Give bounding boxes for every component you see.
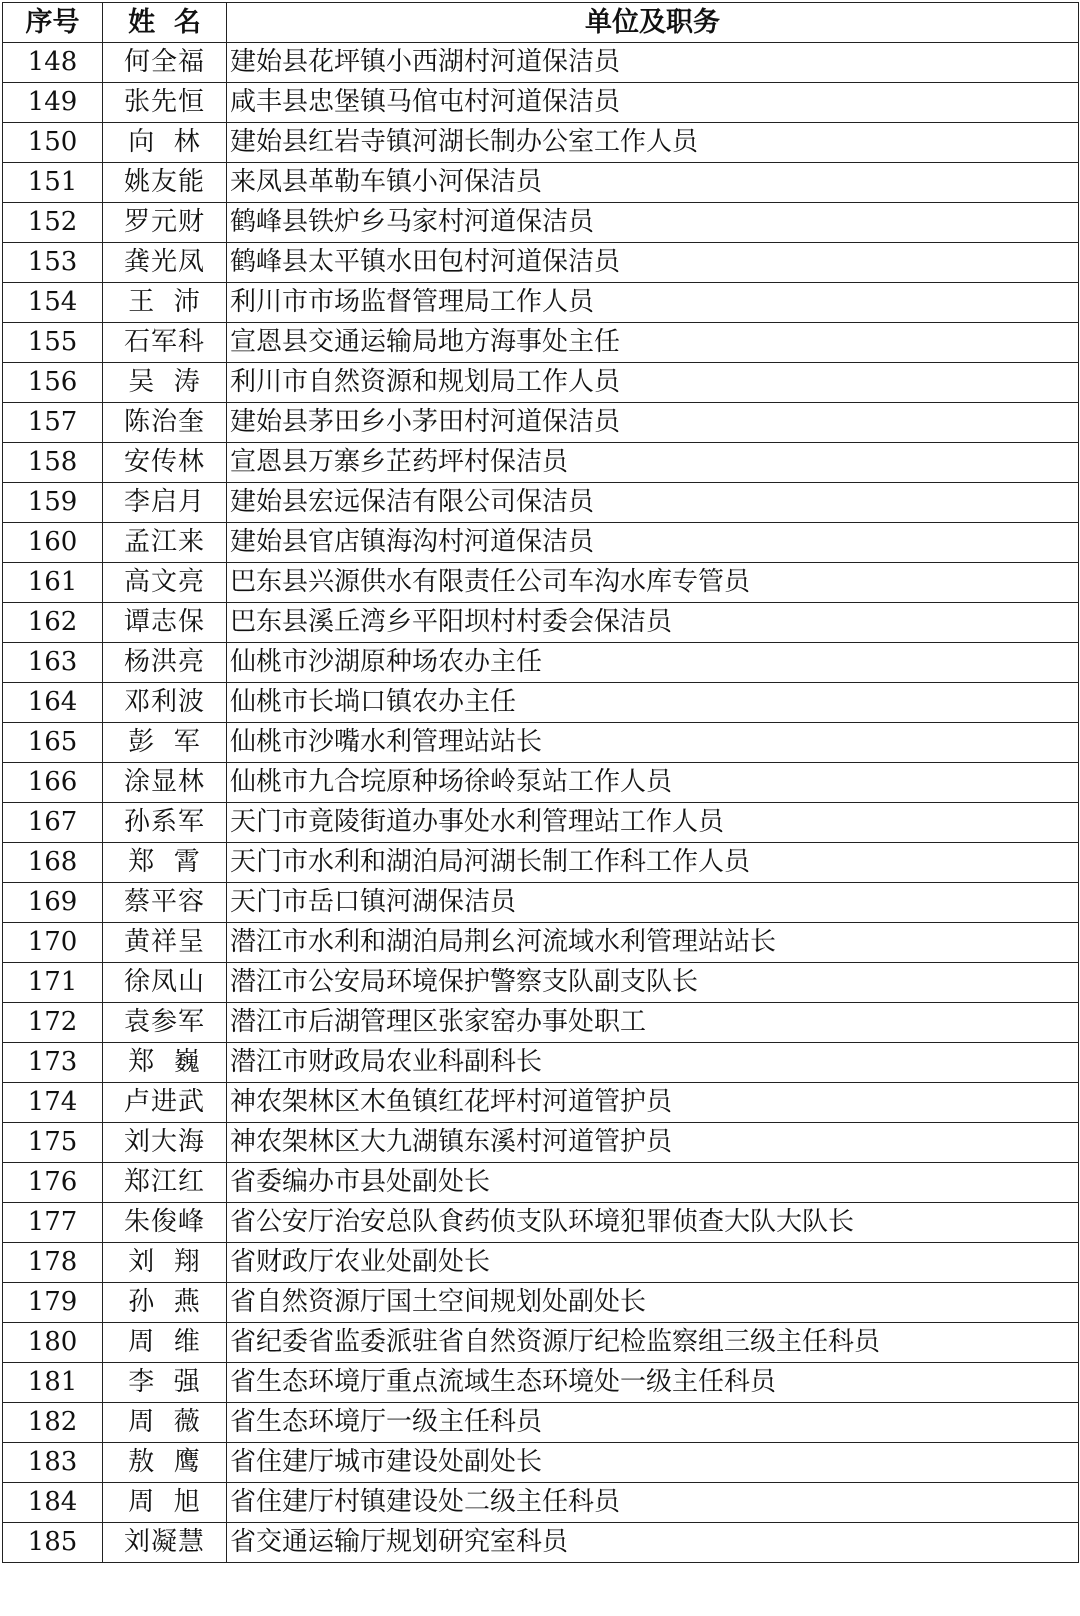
cell-seq: 172 [3,1003,103,1043]
table-row [3,1123,1079,1163]
table-row [3,1323,1079,1363]
cell-seq: 173 [3,1043,103,1083]
cell-seq: 150 [3,123,103,163]
table-row [3,483,1079,523]
cell-seq: 153 [3,243,103,283]
cell-name: 陈治奎 [103,403,227,443]
cell-seq: 169 [3,883,103,923]
table-row [3,1283,1079,1323]
cell-name: 向 林 [103,123,227,163]
cell-name: 石军科 [103,323,227,363]
table-row [3,1483,1079,1523]
table-row [3,123,1079,163]
cell-unit: 利川市市场监督管理局工作人员 [227,283,1079,323]
cell-seq: 158 [3,443,103,483]
cell-unit: 宣恩县交通运输局地方海事处主任 [227,323,1079,363]
cell-name: 李启月 [103,483,227,523]
cell-name: 龚光凤 [103,243,227,283]
cell-name: 郑 巍 [103,1043,227,1083]
cell-name: 彭 军 [103,723,227,763]
table-header-row [3,3,1079,43]
cell-name: 刘大海 [103,1123,227,1163]
cell-seq: 154 [3,283,103,323]
cell-seq: 159 [3,483,103,523]
table-row [3,1163,1079,1203]
cell-unit: 巴东县兴源供水有限责任公司车沟水库专管员 [227,563,1079,603]
table-body [3,43,1079,1563]
header-unit: 单位及职务 [227,3,1079,43]
cell-seq: 156 [3,363,103,403]
cell-seq: 185 [3,1523,103,1563]
cell-seq: 167 [3,803,103,843]
cell-unit: 仙桃市沙湖原种场农办主任 [227,643,1079,683]
cell-unit: 咸丰县忠堡镇马倌屯村河道保洁员 [227,83,1079,123]
cell-seq: 181 [3,1363,103,1403]
table-row [3,523,1079,563]
cell-name: 王 沛 [103,283,227,323]
table-row [3,1403,1079,1443]
table-row [3,443,1079,483]
cell-seq: 151 [3,163,103,203]
cell-unit: 潜江市水利和湖泊局荆幺河流域水利管理站站长 [227,923,1079,963]
table-row [3,1083,1079,1123]
table-row [3,723,1079,763]
header-name: 姓 名 [103,3,227,43]
table-row [3,963,1079,1003]
cell-unit: 省交通运输厅规划研究室科员 [227,1523,1079,1563]
table-row [3,283,1079,323]
cell-unit: 省委编办市县处副处长 [227,1163,1079,1203]
table-row [3,883,1079,923]
cell-name: 李 强 [103,1363,227,1403]
cell-name: 何全福 [103,43,227,83]
cell-unit: 潜江市公安局环境保护警察支队副支队长 [227,963,1079,1003]
table-row [3,1003,1079,1043]
cell-name: 孟江来 [103,523,227,563]
cell-name: 邓利波 [103,683,227,723]
cell-name: 张先恒 [103,83,227,123]
cell-unit: 省公安厅治安总队食药侦支队环境犯罪侦查大队大队长 [227,1203,1079,1243]
table-row [3,43,1079,83]
table-row [3,83,1079,123]
table-row [3,163,1079,203]
table-row [3,243,1079,283]
cell-name: 卢进武 [103,1083,227,1123]
cell-seq: 160 [3,523,103,563]
cell-unit: 神农架林区木鱼镇红花坪村河道管护员 [227,1083,1079,1123]
cell-unit: 建始县红岩寺镇河湖长制办公室工作人员 [227,123,1079,163]
cell-name: 徐凤山 [103,963,227,1003]
cell-unit: 建始县官店镇海沟村河道保洁员 [227,523,1079,563]
cell-seq: 157 [3,403,103,443]
cell-name: 姚友能 [103,163,227,203]
cell-seq: 174 [3,1083,103,1123]
cell-name: 周 薇 [103,1403,227,1443]
cell-unit: 仙桃市九合垸原种场徐岭泵站工作人员 [227,763,1079,803]
header-seq: 序号 [3,3,103,43]
cell-seq: 155 [3,323,103,363]
cell-name: 郑 霄 [103,843,227,883]
cell-name: 孙系军 [103,803,227,843]
cell-seq: 162 [3,603,103,643]
cell-name: 周 旭 [103,1483,227,1523]
table-row [3,843,1079,883]
table-row [3,203,1079,243]
cell-name: 吴 涛 [103,363,227,403]
cell-seq: 148 [3,43,103,83]
cell-name: 蔡平容 [103,883,227,923]
cell-seq: 182 [3,1403,103,1443]
cell-name: 安传林 [103,443,227,483]
cell-unit: 潜江市后湖管理区张家窑办事处职工 [227,1003,1079,1043]
cell-name: 孙 燕 [103,1283,227,1323]
cell-unit: 省纪委省监委派驻省自然资源厅纪检监察组三级主任科员 [227,1323,1079,1363]
cell-unit: 鹤峰县太平镇水田包村河道保洁员 [227,243,1079,283]
table-row [3,923,1079,963]
cell-name: 刘凝慧 [103,1523,227,1563]
cell-seq: 166 [3,763,103,803]
cell-seq: 170 [3,923,103,963]
cell-seq: 168 [3,843,103,883]
cell-seq: 163 [3,643,103,683]
table-row [3,403,1079,443]
table-row [3,1443,1079,1483]
personnel-table [2,2,1079,1563]
table-row [3,643,1079,683]
table-row [3,1043,1079,1083]
cell-seq: 164 [3,683,103,723]
cell-seq: 177 [3,1203,103,1243]
cell-name: 杨洪亮 [103,643,227,683]
cell-unit: 建始县茅田乡小茅田村河道保洁员 [227,403,1079,443]
cell-seq: 161 [3,563,103,603]
cell-seq: 152 [3,203,103,243]
table-row [3,323,1079,363]
cell-unit: 潜江市财政局农业科副科长 [227,1043,1079,1083]
cell-unit: 建始县宏远保洁有限公司保洁员 [227,483,1079,523]
cell-name: 罗元财 [103,203,227,243]
table-row [3,1523,1079,1563]
cell-name: 敖 鹰 [103,1443,227,1483]
cell-seq: 178 [3,1243,103,1283]
cell-unit: 天门市水利和湖泊局河湖长制工作科工作人员 [227,843,1079,883]
table-row [3,563,1079,603]
cell-unit: 宣恩县万寨乡芷药坪村保洁员 [227,443,1079,483]
cell-name: 刘 翔 [103,1243,227,1283]
cell-unit: 仙桃市长埫口镇农办主任 [227,683,1079,723]
cell-seq: 175 [3,1123,103,1163]
cell-unit: 仙桃市沙嘴水利管理站站长 [227,723,1079,763]
cell-unit: 省生态环境厅一级主任科员 [227,1403,1079,1443]
cell-name: 袁参军 [103,1003,227,1043]
cell-unit: 省生态环境厅重点流域生态环境处一级主任科员 [227,1363,1079,1403]
cell-unit: 天门市竟陵街道办事处水利管理站工作人员 [227,803,1079,843]
cell-unit: 利川市自然资源和规划局工作人员 [227,363,1079,403]
cell-unit: 省住建厅村镇建设处二级主任科员 [227,1483,1079,1523]
cell-name: 涂显林 [103,763,227,803]
cell-seq: 149 [3,83,103,123]
cell-unit: 来凤县革勒车镇小河保洁员 [227,163,1079,203]
table-row [3,603,1079,643]
cell-unit: 天门市岳口镇河湖保洁员 [227,883,1079,923]
table-row [3,1243,1079,1283]
table-row [3,803,1079,843]
cell-name: 朱俊峰 [103,1203,227,1243]
cell-seq: 183 [3,1443,103,1483]
cell-seq: 171 [3,963,103,1003]
cell-name: 高文亮 [103,563,227,603]
cell-seq: 184 [3,1483,103,1523]
cell-name: 周 维 [103,1323,227,1363]
cell-unit: 省住建厅城市建设处副处长 [227,1443,1079,1483]
table-row [3,363,1079,403]
cell-unit: 省自然资源厅国土空间规划处副处长 [227,1283,1079,1323]
cell-seq: 179 [3,1283,103,1323]
table-row [3,763,1079,803]
cell-seq: 180 [3,1323,103,1363]
cell-unit: 神农架林区大九湖镇东溪村河道管护员 [227,1123,1079,1163]
table-row [3,1363,1079,1403]
cell-unit: 省财政厅农业处副处长 [227,1243,1079,1283]
cell-unit: 巴东县溪丘湾乡平阳坝村村委会保洁员 [227,603,1079,643]
cell-unit: 鹤峰县铁炉乡马家村河道保洁员 [227,203,1079,243]
cell-unit: 建始县花坪镇小西湖村河道保洁员 [227,43,1079,83]
cell-seq: 176 [3,1163,103,1203]
cell-name: 黄祥呈 [103,923,227,963]
cell-name: 郑江红 [103,1163,227,1203]
cell-name: 谭志保 [103,603,227,643]
table-row [3,1203,1079,1243]
table-row [3,683,1079,723]
cell-seq: 165 [3,723,103,763]
